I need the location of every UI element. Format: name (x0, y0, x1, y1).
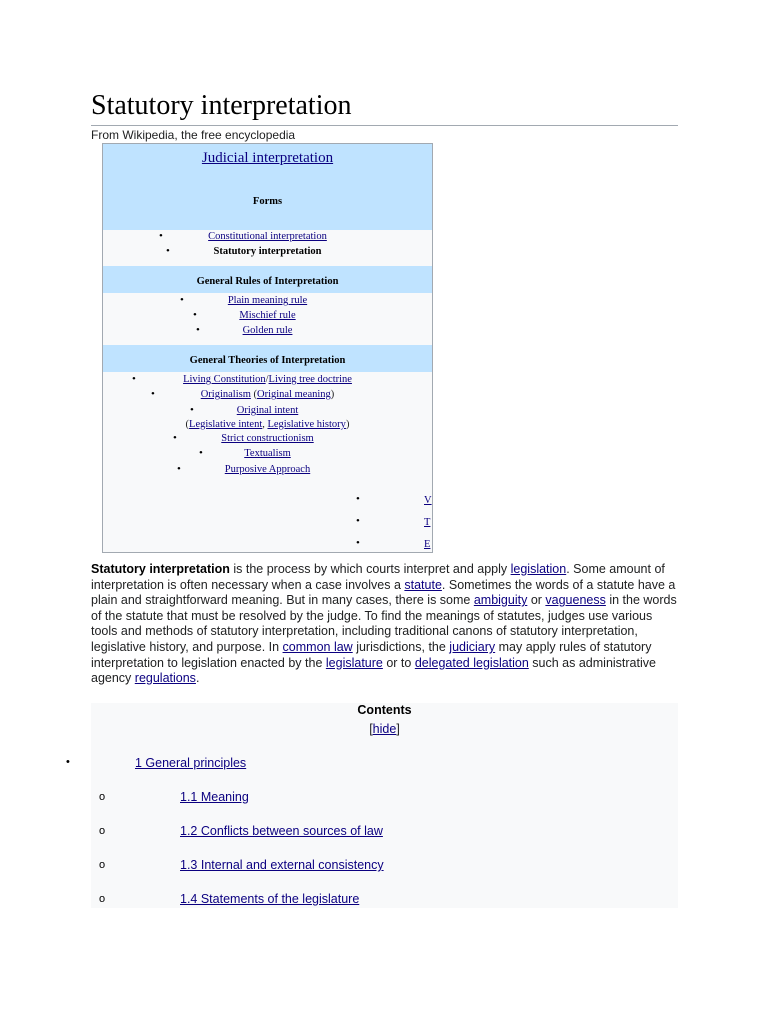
bullet-icon: • (196, 324, 200, 336)
sidebar-rules-heading: General Rules of Interpretation (196, 276, 339, 287)
toc-hide-control (91, 722, 678, 736)
bullet-icon: • (356, 537, 360, 549)
bullet-icon: • (151, 388, 155, 400)
sidebar-current-statutory-interpretation: Statutory interpretation (213, 246, 322, 257)
bullet-icon: • (199, 447, 203, 459)
toc-subbullet-icon: o (99, 893, 106, 905)
toc-subbullet-icon: o (99, 859, 106, 871)
intro-text: or (527, 593, 546, 608)
sidebar-link-mischief-rule[interactable]: Mischief rule (239, 310, 296, 321)
intro-text: such as administrative agency (91, 655, 656, 686)
intro-text: is the process by which courts interpret and apply (229, 562, 511, 576)
sidebar-link-original-meaning[interactable]: Original meaning (257, 389, 331, 400)
bracket-close: ] (396, 722, 400, 736)
intro-paragraph (91, 562, 681, 687)
sidebar-link-living-tree-doctrine[interactable]: Living tree doctrine (268, 374, 352, 385)
intro-text: . Some amount of interpretation is often necessary when a case involves a (91, 562, 665, 592)
link-ambiguity[interactable]: ambiguity (473, 593, 528, 608)
sidebar-link-originalism[interactable]: Originalism (200, 389, 251, 400)
bullet-icon: • (177, 463, 181, 475)
intro-text: . (195, 671, 200, 686)
bullet-icon: • (190, 404, 194, 416)
navbar-edit-link[interactable]: E (424, 539, 431, 550)
link-legislation[interactable]: legislation (510, 562, 567, 576)
sidebar-item-legislative (103, 419, 432, 430)
toc-title: Contents (357, 703, 412, 717)
link-regulations[interactable]: regulations (134, 671, 196, 686)
toc-item-meaning[interactable]: 1.1 Meaning (180, 790, 249, 804)
intro-text: or to (382, 655, 415, 670)
toc-item-conflicts-between-sources[interactable]: 1.2 Conflicts between sources of law (180, 824, 383, 838)
toc-subbullet-icon: o (99, 791, 106, 803)
link-vagueness[interactable]: vagueness (545, 593, 606, 608)
intro-text: in the words of the statute that must be resolved by the judge. To find the meanings of statutes, judges use various tools and methods of statutory interpretation, including traditional canons of statutory interpretation, legislative history, and purpose. In (91, 593, 677, 654)
sidebar-title-link[interactable]: Judicial interpretation (201, 150, 334, 166)
toc-subbullet-icon: o (99, 825, 106, 837)
comma-separator: , (262, 419, 268, 430)
bracket-open: [ (369, 722, 373, 736)
bullet-icon: • (159, 230, 163, 242)
bullet-icon: • (356, 515, 360, 527)
navbar-view-link[interactable]: V (424, 495, 432, 506)
sidebar-link-textualism[interactable]: Textualism (244, 448, 291, 459)
paren-close: ) (345, 419, 350, 430)
bullet-icon: • (173, 432, 177, 444)
paren-open: ( (250, 389, 257, 400)
link-judiciary[interactable]: judiciary (449, 639, 496, 654)
paren-close: ) (330, 389, 335, 400)
toc-item-general-principles[interactable]: 1 General principles (135, 756, 247, 770)
sidebar-link-purposive-approach[interactable]: Purposive Approach (224, 464, 311, 475)
intro-text: may apply rules of statutory interpretation to legislation enacted by the (91, 639, 652, 670)
sidebar-link-strict-constructionism[interactable]: Strict constructionism (221, 433, 314, 444)
sidebar-link-constitutional-interpretation[interactable]: Constitutional interpretation (208, 231, 327, 242)
bullet-icon: • (180, 294, 184, 306)
link-statute[interactable]: statute (404, 577, 442, 592)
page-title: Statutory interpretation (91, 90, 352, 121)
sidebar-link-living-constitution[interactable]: Living Constitution (183, 374, 266, 385)
link-legislature[interactable]: legislature (325, 655, 383, 670)
intro-bold-term: Statutory interpretation (91, 562, 230, 576)
sidebar-link-plain-meaning-rule[interactable]: Plain meaning rule (227, 295, 308, 306)
toc-item-internal-external-consistency[interactable]: 1.3 Internal and external consistency (180, 858, 384, 872)
bullet-icon: • (193, 309, 197, 321)
sidebar-item-living-constitution (103, 374, 432, 385)
toc-bullet-icon: • (66, 756, 70, 768)
bullet-icon: • (166, 245, 170, 257)
sidebar-link-legislative-history[interactable]: Legislative history (267, 419, 346, 430)
intro-text: . Sometimes the words of a statute have a plain and straightforward meaning. But in many cases, there is some (91, 577, 676, 608)
slash-separator: / (265, 374, 269, 385)
page-subtitle: From Wikipedia, the free encyclopedia (91, 128, 296, 142)
bullet-icon: • (132, 373, 136, 385)
link-common-law[interactable]: common law (282, 639, 353, 654)
sidebar-theories-heading: General Theories of Interpretation (189, 355, 346, 366)
title-divider (91, 125, 678, 126)
navbar-talk-link[interactable]: T (424, 517, 431, 528)
toc-item-statements-of-legislature[interactable]: 1.4 Statements of the legislature (180, 892, 360, 906)
sidebar-item-originalism (103, 389, 432, 400)
paren-open: ( (185, 419, 190, 430)
sidebar-forms-heading: Forms (252, 196, 283, 207)
sidebar-link-original-intent[interactable]: Original intent (236, 405, 299, 416)
toc-hide-link[interactable]: hide (372, 722, 397, 736)
judicial-interpretation-sidebar (102, 143, 433, 553)
intro-text: jurisdictions, the (352, 639, 450, 654)
link-delegated-legislation[interactable]: delegated legislation (414, 655, 529, 670)
table-of-contents (91, 703, 678, 908)
sidebar-link-golden-rule[interactable]: Golden rule (242, 325, 293, 336)
sidebar-link-legislative-intent[interactable]: Legislative intent (189, 419, 263, 430)
bullet-icon: • (356, 493, 360, 505)
